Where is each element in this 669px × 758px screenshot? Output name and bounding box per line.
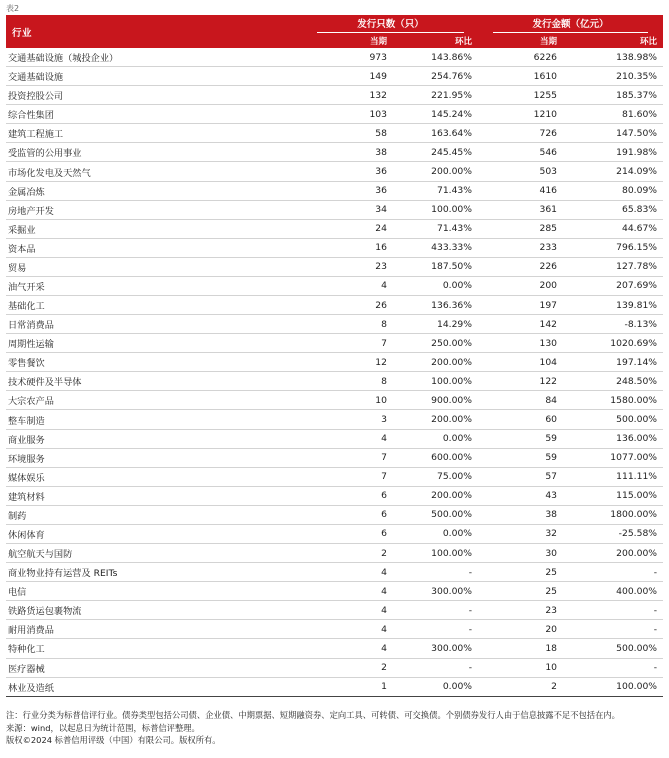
footnote-note: 注：行业分类为标普信评行业。债券类型包括公司债、企业债、中期票据、短期融资券、定向工具、可转债、可交换债。个别债券发行人由于信息披露不足不包括在内。 [6,710,620,720]
row-issue-count: 8 [303,315,393,334]
table-row [6,105,663,124]
row-industry: 铁路货运包裹物流 [6,601,303,620]
row-issue-amount-change: -25.58% [563,524,663,543]
row-issue-amount-change: 1580.00% [563,391,663,410]
row-industry: 建筑材料 [6,486,303,505]
row-industry: 整车制造 [6,410,303,429]
row-issue-amount: 38 [478,505,563,524]
table-row [6,620,663,639]
row-issue-amount-change: 138.98% [563,48,663,67]
row-issue-amount-change: 1020.69% [563,334,663,353]
row-issue-amount-change: - [563,563,663,582]
row-issue-count-change: 100.00% [393,372,478,391]
row-issue-amount: 130 [478,334,563,353]
row-issue-amount-change: 81.60% [563,105,663,124]
row-industry: 交通基础设施（城投企业） [6,48,303,67]
table-row [6,200,663,219]
row-issue-count-change: 500.00% [393,505,478,524]
row-issue-amount-change: 136.00% [563,429,663,448]
table-row [6,48,663,67]
row-industry: 投资控股公司 [6,86,303,105]
row-issue-count: 4 [303,639,393,658]
table-row [6,181,663,200]
row-industry: 受监管的公用事业 [6,143,303,162]
row-issue-amount-change: 127.78% [563,257,663,276]
row-issue-count-change: 300.00% [393,639,478,658]
row-issue-count: 7 [303,448,393,467]
row-industry: 建筑工程施工 [6,124,303,143]
row-issue-count-change: 600.00% [393,448,478,467]
table-row [6,276,663,295]
table-row [6,391,663,410]
table-row [6,601,663,620]
header-industry: 行业 [6,15,303,48]
table-row [6,67,663,86]
footnote-copyright: 版权©2024 标普信用评级（中国）有限公司。版权所有。 [6,735,221,745]
table-body [6,48,663,696]
row-issue-amount-change: 100.00% [563,677,663,696]
table-row [6,505,663,524]
row-issue-count: 4 [303,276,393,295]
header-issue-amount-label: 发行金额（亿元） [493,16,649,33]
row-issue-amount-change: 197.14% [563,353,663,372]
row-issue-amount: 23 [478,601,563,620]
row-issue-count: 6 [303,524,393,543]
row-issue-count: 12 [303,353,393,372]
row-industry: 房地产开发 [6,200,303,219]
row-issue-count: 38 [303,143,393,162]
row-issue-count-change: - [393,658,478,677]
row-issue-amount-change: 139.81% [563,296,663,315]
table-row [6,238,663,257]
row-issue-amount-change: 1077.00% [563,448,663,467]
row-issue-count: 4 [303,582,393,601]
table-row [6,582,663,601]
row-issue-amount-change: 44.67% [563,219,663,238]
row-issue-amount: 60 [478,410,563,429]
row-industry: 医疗器械 [6,658,303,677]
header-issue-amount [478,15,663,33]
row-industry: 林业及造纸 [6,677,303,696]
table-row [6,467,663,486]
row-issue-count-change: 200.00% [393,162,478,181]
row-issue-count: 2 [303,544,393,563]
row-issue-amount-change: - [563,658,663,677]
row-industry: 市场化发电及天然气 [6,162,303,181]
row-issue-count-change: 136.36% [393,296,478,315]
row-industry: 周期性运输 [6,334,303,353]
row-issue-amount-change: 500.00% [563,410,663,429]
row-issue-amount: 25 [478,563,563,582]
row-industry: 大宗农产品 [6,391,303,410]
row-issue-count: 6 [303,486,393,505]
table-row [6,410,663,429]
row-issue-amount: 122 [478,372,563,391]
table-row [6,296,663,315]
table-row [6,639,663,658]
row-issue-count: 973 [303,48,393,67]
row-issue-amount: 43 [478,486,563,505]
table-row [6,334,663,353]
header-amount-current: 当期 [478,33,563,48]
footnote-source: 来源：wind，以起息日为统计范围，标普信评整理。 [6,722,200,733]
row-issue-count: 6 [303,505,393,524]
row-industry: 基础化工 [6,296,303,315]
row-issue-count-change: 143.86% [393,48,478,67]
row-issue-amount: 1210 [478,105,563,124]
row-industry: 商业服务 [6,429,303,448]
row-issue-count: 4 [303,563,393,582]
header-count-change: 环比 [393,33,478,48]
row-industry: 媒体娱乐 [6,467,303,486]
row-issue-count: 58 [303,124,393,143]
table-row [6,544,663,563]
row-issue-count: 3 [303,410,393,429]
table-row [6,524,663,543]
row-issue-count: 23 [303,257,393,276]
row-issue-amount-change: - [563,620,663,639]
row-issue-amount: 361 [478,200,563,219]
row-issue-count: 149 [303,67,393,86]
table-row [6,143,663,162]
header-issue-count [303,15,478,33]
row-issue-count-change: 254.76% [393,67,478,86]
row-issue-count-change: 187.50% [393,257,478,276]
row-issue-amount: 503 [478,162,563,181]
row-issue-amount: 59 [478,429,563,448]
row-issue-amount-change: 796.15% [563,238,663,257]
table-row [6,486,663,505]
row-issue-amount: 32 [478,524,563,543]
row-issue-count-change: - [393,601,478,620]
row-issue-amount: 10 [478,658,563,677]
table-row [6,257,663,276]
row-industry: 贸易 [6,257,303,276]
row-industry: 制药 [6,505,303,524]
row-issue-count-change: 0.00% [393,677,478,696]
row-issue-count: 1 [303,677,393,696]
row-issue-count-change: 250.00% [393,334,478,353]
header-amount-change: 环比 [563,33,663,48]
row-issue-count-change: 100.00% [393,200,478,219]
row-issue-amount-change: 185.37% [563,86,663,105]
row-issue-amount-change: 115.00% [563,486,663,505]
row-issue-amount-change: 1800.00% [563,505,663,524]
row-issue-count: 4 [303,620,393,639]
row-issue-amount: 546 [478,143,563,162]
row-issue-count: 36 [303,181,393,200]
row-issue-count-change: - [393,620,478,639]
row-issue-count-change: 75.00% [393,467,478,486]
row-industry: 休闲体育 [6,524,303,543]
table-row [6,86,663,105]
row-industry: 交通基础设施 [6,67,303,86]
row-industry: 商业物业持有运营及 REITs [6,563,303,582]
row-issue-amount: 233 [478,238,563,257]
row-issue-amount-change: 111.11% [563,467,663,486]
row-issue-count-change: 145.24% [393,105,478,124]
table-row [6,677,663,696]
table-row [6,315,663,334]
row-industry: 油气开采 [6,276,303,295]
table-caption: 表2 [6,4,20,13]
row-issue-amount: 726 [478,124,563,143]
bond-issuance-table [6,15,663,697]
row-issue-amount: 1255 [478,86,563,105]
row-issue-count: 4 [303,429,393,448]
footnotes [6,709,666,747]
row-issue-amount: 25 [478,582,563,601]
row-issue-amount: 57 [478,467,563,486]
row-industry: 技术硬件及半导体 [6,372,303,391]
row-issue-amount: 59 [478,448,563,467]
row-industry: 环境服务 [6,448,303,467]
row-issue-count: 16 [303,238,393,257]
row-issue-count-change: 245.45% [393,143,478,162]
row-industry: 电信 [6,582,303,601]
table-row [6,162,663,181]
row-industry: 日常消费品 [6,315,303,334]
row-issue-count: 103 [303,105,393,124]
table-row [6,448,663,467]
row-issue-count: 24 [303,219,393,238]
row-issue-count-change: - [393,563,478,582]
row-industry: 采掘业 [6,219,303,238]
row-issue-amount: 18 [478,639,563,658]
row-issue-count-change: 14.29% [393,315,478,334]
row-industry: 零售餐饮 [6,353,303,372]
header-count-current: 当期 [303,33,393,48]
row-issue-amount: 197 [478,296,563,315]
row-industry: 金属冶炼 [6,181,303,200]
row-issue-amount-change: 207.69% [563,276,663,295]
row-issue-count-change: 200.00% [393,353,478,372]
row-issue-count-change: 71.43% [393,181,478,200]
row-issue-amount-change: 400.00% [563,582,663,601]
row-issue-count-change: 433.33% [393,238,478,257]
row-issue-amount-change: 147.50% [563,124,663,143]
row-issue-amount-change: 200.00% [563,544,663,563]
row-issue-amount: 20 [478,620,563,639]
table-row [6,353,663,372]
row-issue-amount-change: 80.09% [563,181,663,200]
row-issue-count-change: 221.95% [393,86,478,105]
row-issue-amount-change: 210.35% [563,67,663,86]
header-issue-count-label: 发行只数（只） [317,16,464,33]
table-row [6,658,663,677]
row-issue-count-change: 100.00% [393,544,478,563]
row-issue-amount: 416 [478,181,563,200]
table-row [6,429,663,448]
row-issue-amount: 6226 [478,48,563,67]
row-issue-count: 36 [303,162,393,181]
row-issue-amount-change: 500.00% [563,639,663,658]
row-issue-count-change: 71.43% [393,219,478,238]
row-issue-count-change: 200.00% [393,486,478,505]
row-issue-count: 34 [303,200,393,219]
row-issue-count-change: 900.00% [393,391,478,410]
row-issue-amount: 1610 [478,67,563,86]
row-issue-amount-change: 214.09% [563,162,663,181]
row-industry: 综合性集团 [6,105,303,124]
row-issue-count-change: 0.00% [393,524,478,543]
row-issue-count: 26 [303,296,393,315]
row-issue-amount-change: - [563,601,663,620]
row-issue-amount: 226 [478,257,563,276]
row-issue-count: 8 [303,372,393,391]
row-issue-amount-change: 65.83% [563,200,663,219]
row-issue-amount-change: 248.50% [563,372,663,391]
table-row [6,124,663,143]
row-issue-count-change: 0.00% [393,276,478,295]
row-issue-count: 7 [303,467,393,486]
row-issue-count: 132 [303,86,393,105]
row-issue-count: 10 [303,391,393,410]
row-issue-count: 7 [303,334,393,353]
row-issue-amount: 2 [478,677,563,696]
row-issue-amount: 84 [478,391,563,410]
row-industry: 航空航天与国防 [6,544,303,563]
row-issue-amount: 285 [478,219,563,238]
row-issue-amount: 30 [478,544,563,563]
row-issue-amount-change: 191.98% [563,143,663,162]
row-issue-count-change: 200.00% [393,410,478,429]
row-issue-count: 4 [303,601,393,620]
row-industry: 资本品 [6,238,303,257]
row-industry: 耐用消费品 [6,620,303,639]
table-row [6,219,663,238]
table-row [6,563,663,582]
row-issue-amount: 104 [478,353,563,372]
row-issue-amount: 142 [478,315,563,334]
row-issue-amount: 200 [478,276,563,295]
table-row [6,372,663,391]
row-issue-count-change: 163.64% [393,124,478,143]
row-issue-count-change: 300.00% [393,582,478,601]
row-issue-count-change: 0.00% [393,429,478,448]
row-industry: 特种化工 [6,639,303,658]
row-issue-count: 2 [303,658,393,677]
row-issue-amount-change: -8.13% [563,315,663,334]
